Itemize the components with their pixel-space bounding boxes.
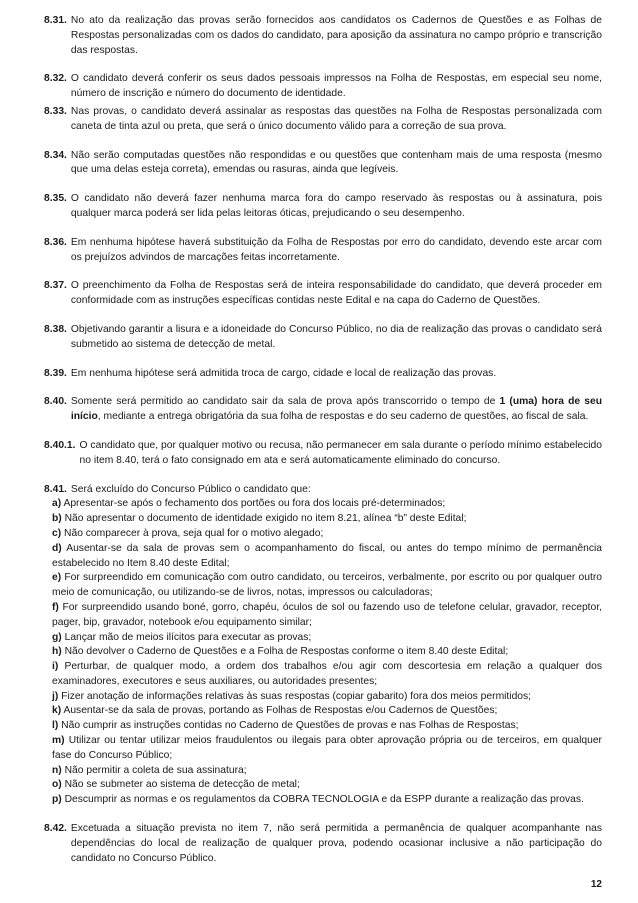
list-item [52, 527, 602, 542]
list-text: Não permitir a coleta de sua assinatura; [64, 764, 247, 776]
list-letter: i) [52, 661, 59, 673]
document-body [44, 14, 602, 866]
list-letter: n) [52, 764, 62, 776]
list-text: Descumprir as normas e os regulamentos da COBRA TECNOLOGIA e da ESPP durante a realização das provas. [64, 794, 584, 806]
exclusion-list [44, 497, 602, 808]
clause-number: 8.32. [44, 73, 67, 85]
list-letter: m) [52, 735, 65, 747]
list-item [52, 764, 602, 779]
clause-8-37 [44, 279, 602, 309]
list-item [52, 512, 602, 527]
list-item [52, 571, 602, 601]
list-text: Apresentar-se após o fechamento dos portões ou fora dos locais pré-determinados; [63, 498, 446, 510]
list-text: Fizer anotação de informações relativas às suas respostas (copiar gabarito) fora dos meios permitidos; [61, 690, 532, 702]
list-item [52, 778, 602, 793]
list-letter: d) [52, 542, 62, 554]
list-letter: k) [52, 705, 62, 717]
clause-8-35 [44, 192, 602, 222]
list-letter: o) [52, 779, 62, 791]
clause-8-34 [44, 149, 602, 179]
clause-text: Será excluído do Concurso Público o candidato que: [70, 483, 311, 495]
list-item [52, 719, 602, 734]
list-item [52, 645, 602, 660]
clause-8-40 [44, 395, 602, 425]
list-text: Lançar mão de meios ilícitos para executar as provas; [64, 631, 312, 643]
clause-text: O candidato não deverá fazer nenhuma marca fora do campo reservado às respostas ou à assinatura, pois qualquer marca poderá ser lida pelas leitoras óticas, prejudicando o seu desempenho. [70, 193, 602, 219]
list-text: For surpreendido em comunicação com outro candidato, ou terceiros, verbalmente, por escrito ou por qualquer outro meio de comunicação, ou utilizando-se de livros, notas, impressos ou calculadoras; [52, 572, 602, 599]
clause-8-32 [44, 72, 602, 102]
clause-number: 8.42. [44, 823, 67, 835]
list-item [52, 542, 602, 572]
list-text: Não devolver o Caderno de Questões e a Folha de Respostas conforme o item 8.40 deste Edital; [64, 646, 509, 658]
list-text: Não apresentar o documento de identidade exigido no item 8.21, alínea “b” deste Edital; [64, 513, 467, 525]
clause-text: O candidato deverá conferir os seus dados pessoais impressos na Folha de Respostas, em especial seu nome, número de inscrição e número do documento de identidade. [70, 73, 602, 100]
clause-number: 8.36. [44, 236, 67, 248]
clause-number: 8.40.1. [44, 439, 76, 451]
clause-text-before: Somente será permitido ao candidato sair da sala de prova após transcorrido o tempo de [70, 396, 500, 408]
list-text: Não se submeter ao sistema de detecção de metal; [64, 779, 300, 791]
list-letter: e) [52, 572, 62, 584]
page-number: 12 [590, 879, 602, 890]
list-item [52, 497, 602, 512]
clause-number: 8.35. [44, 193, 67, 205]
list-text: Utilizar ou tentar utilizar meios fraudulentos ou ilegais para obter aprovação própria ou de terceiros, em qualquer fase do Concurso Público; [52, 735, 602, 761]
clause-text: Objetivando garantir a lisura e a idoneidade do Concurso Público, no dia de realização das provas o candidato será submetido ao sistema de detecção de metal. [70, 323, 602, 350]
clause-number: 8.40. [44, 396, 67, 408]
list-letter: p) [52, 794, 62, 806]
list-letter: j) [52, 690, 59, 702]
clause-8-38 [44, 323, 602, 353]
list-item [52, 704, 602, 719]
clause-8-41 [44, 483, 602, 498]
list-text: Ausentar-se da sala de provas sem o acompanhamento do fiscal, ou antes do tempo mínimo de permanência estabelecido no Item 8.40 deste Edital; [52, 542, 603, 569]
list-item [52, 793, 602, 808]
clause-text: Em nenhuma hipótese será admitida troca de cargo, cidade e local de realização das provas. [70, 367, 497, 379]
clause-number: 8.38. [44, 323, 67, 335]
clause-text-after: , mediante a entrega obrigatória da sua folha de respostas e do seu caderno de questões, ao fiscal de sala. [97, 411, 589, 423]
list-letter: l) [52, 720, 59, 732]
clause-text [71, 395, 602, 425]
clause-number: 8.34. [44, 149, 67, 161]
clause-text: Não serão computadas questões não respondidas e ou questões que contenham mais de uma resposta (mesmo que uma delas esteja correta), emendas ou rasuras, ainda que legíveis. [70, 149, 602, 176]
clause-8-39 [44, 367, 602, 382]
list-text: Ausentar-se da sala de provas, portando as Folhas de Respostas e/ou Cadernos de Questões; [63, 705, 498, 717]
clause-8-33 [44, 105, 602, 135]
clause-number: 8.31. [44, 15, 67, 26]
clause-8-31 [44, 14, 602, 58]
clause-text: No ato da realização das provas serão fornecidos aos candidatos os Cadernos de Questões e as Folhas de Respostas personalizadas com os dados do candidato, para aposição da assinatura no campo próprio e transcrição das respostas. [70, 15, 602, 56]
clause-8-42 [44, 822, 602, 866]
clause-number: 8.37. [44, 280, 67, 292]
list-item [52, 631, 602, 646]
list-letter: h) [52, 646, 62, 658]
list-letter: c) [52, 527, 62, 539]
list-item [52, 690, 602, 705]
list-text: Perturbar, de qualquer modo, a ordem dos trabalhos e/ou agir com descortesia em relação a qualquer dos examinadores, executores e seus auxiliares, ou autoridades presentes; [52, 661, 602, 687]
list-text: Não comparecer à prova, seja qual for o motivo alegado; [64, 527, 324, 539]
list-letter: f) [52, 601, 59, 613]
clause-8-36 [44, 236, 602, 266]
list-letter: b) [52, 513, 62, 525]
clause-number: 8.39. [44, 367, 67, 379]
list-letter: g) [52, 631, 62, 643]
clause-number: 8.41. [44, 483, 67, 495]
clause-text: O preenchimento da Folha de Respostas será de inteira responsabilidade do candidato, que deverá proceder em conformidade com as instruções específicas contidas neste Edital e na capa do Caderno de Questões. [70, 280, 602, 307]
clause-text: O candidato que, por qualquer motivo ou recusa, não permanecer em sala durante o período mínimo estabelecido no item 8.40, terá o fato consignado em ata e será automaticamente eliminado do concurso. [79, 439, 602, 466]
list-letter: a) [52, 498, 62, 510]
list-item [52, 601, 602, 631]
clause-text: Em nenhuma hipótese haverá substituição da Folha de Respostas por erro do candidato, devendo este arcar com os prejuízos advindos de marcações feitas incorretamente. [70, 236, 602, 263]
clause-text: Nas provas, o candidato deverá assinalar as respostas das questões na Folha de Respostas personalizada com caneta de tinta azul ou preta, que será o único documento válido para a correção de sua prova. [70, 105, 602, 132]
list-text: Não cumprir as instruções contidas no Caderno de Questões de provas e nas Folhas de Respostas; [61, 720, 519, 732]
clause-number: 8.33. [44, 105, 67, 117]
list-item [52, 660, 602, 690]
clause-8-40-1 [44, 439, 602, 469]
clause-text: Excetuada a situação prevista no item 7, não será permitida a permanência de qualquer acompanhante nas dependências do local de realização de qualquer prova, podendo ocasionar inclusive a não participação do candidato no Concurso Público. [70, 823, 602, 864]
list-item [52, 734, 602, 764]
clause-text-bold: 1 (uma) hora de seu início [70, 396, 602, 423]
list-text: For surpreendido usando boné, gorro, chapéu, óculos de sol ou fazendo uso de telefone celular, gravador, receptor, pager, bip, gravador, notebook e/ou equipamento similar; [52, 601, 602, 628]
